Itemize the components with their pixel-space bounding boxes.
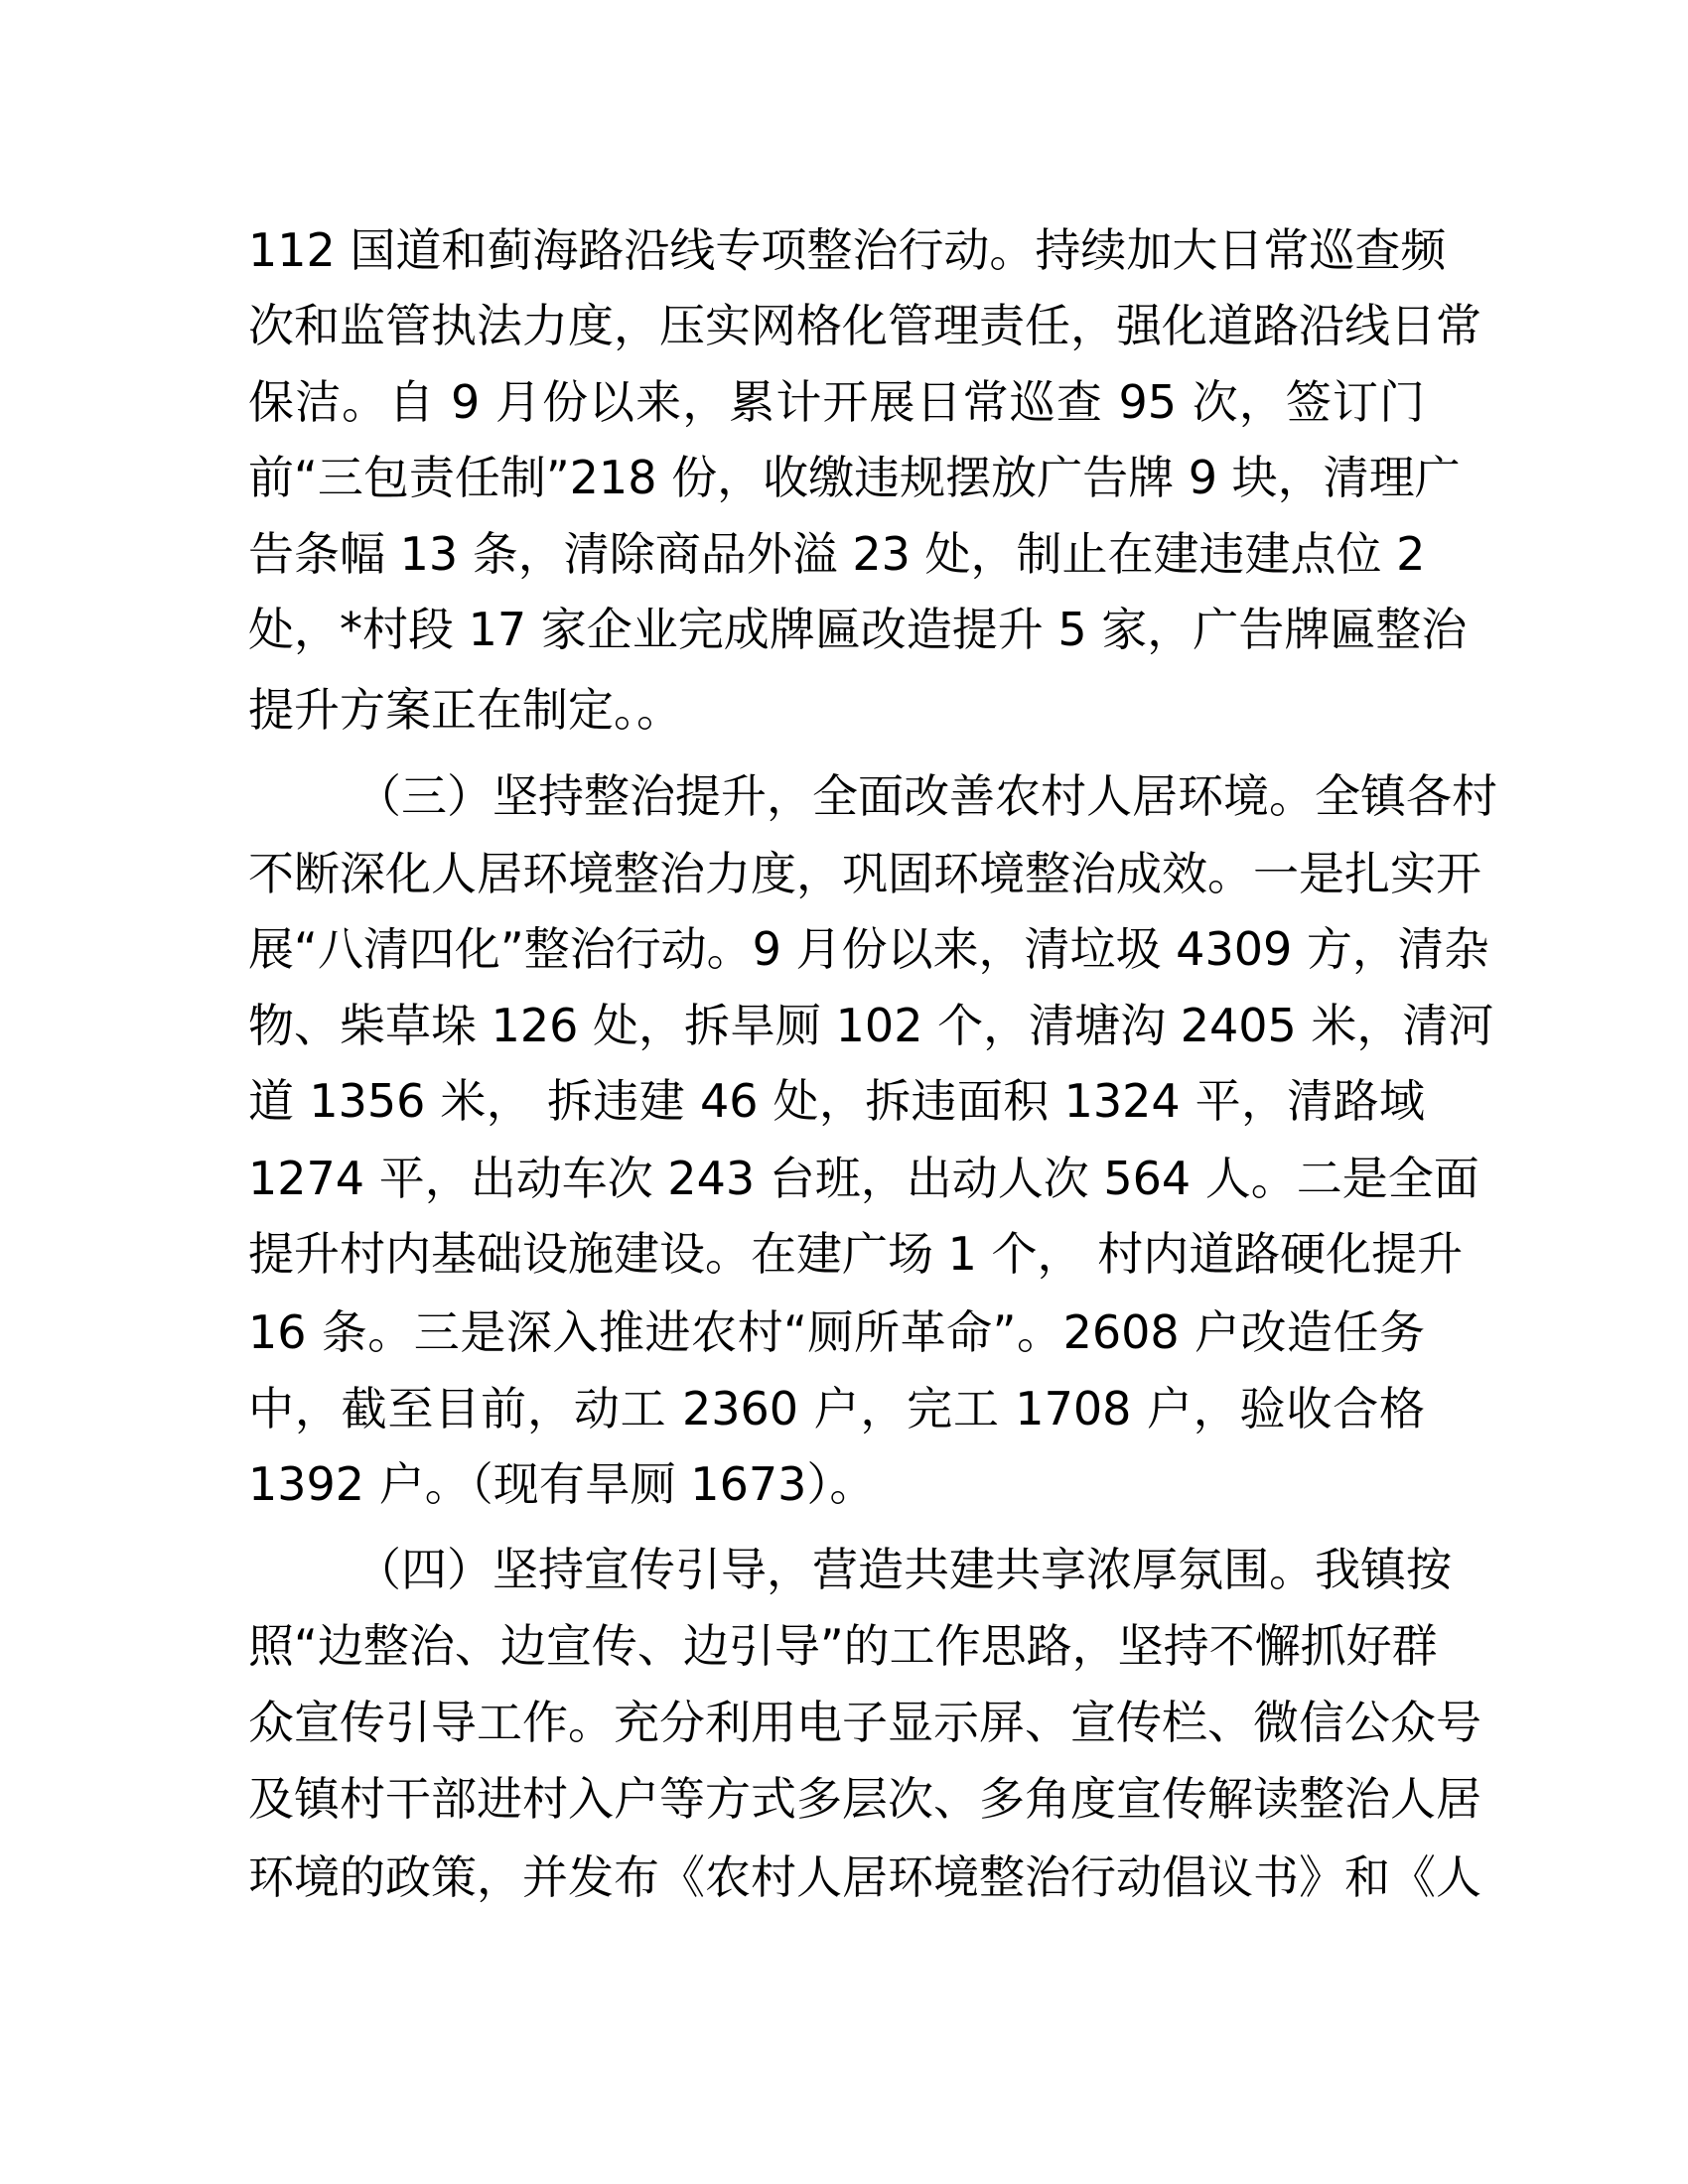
paragraph-1-line: 112 国道和蓟海路沿线专项整治行动。持续加大日常巡查频	[248, 223, 1447, 277]
paragraph-1-line: 处，*村段 17 家企业完成牌匾改造提升 5 家，广告牌匾整治	[248, 603, 1468, 656]
paragraph-1-line: 提升方案正在制定。。	[248, 683, 682, 737]
paragraph-1-line: 前“三包责任制”218 份，收缴违规摆放广告牌 9 块，清理广	[248, 451, 1461, 504]
paragraph-2-line: 16 条。三是深入推进农村“厕所革命”。2608 户改造任务	[248, 1305, 1425, 1359]
paragraph-3-line: 众宣传引导工作。充分利用电子显示屏、宣传栏、微信公众号	[248, 1696, 1481, 1749]
paragraph-2-line: 道 1356 米， 拆违建 46 处，拆违面积 1324 平，清路域	[248, 1074, 1425, 1128]
paragraph-2-line: 1274 平，出动车次 243 台班，出动人次 564 人。二是全面	[248, 1152, 1479, 1205]
paragraph-3-line: 环境的政策，并发布《农村人居环境整治行动倡议书》和《人	[248, 1850, 1481, 1904]
paragraph-2-line: 展“八清四化”整治行动。9 月份以来，清垃圾 4309 方，清杂	[248, 922, 1489, 976]
paragraph-1-line: 保洁。自 9 月份以来，累计开展日常巡查 95 次，签订门	[248, 375, 1425, 429]
paragraph-3-line: （四）坚持宣传引导，营造共建共享浓厚氛围。我镇按	[355, 1543, 1452, 1596]
paragraph-2-line: 不断深化人居环境整治力度，巩固环境整治成效。一是扎实开	[248, 847, 1481, 900]
paragraph-2-line: 1392 户。（现有旱厕 1673）。	[248, 1457, 876, 1511]
paragraph-2-line: 提升村内基础设施建设。在建广场 1 个， 村内道路硬化提升	[248, 1227, 1464, 1281]
paragraph-1-line: 次和监管执法力度，压实网格化管理责任，强化道路沿线日常	[248, 299, 1481, 352]
paragraph-3-line: 及镇村干部进村入户等方式多层次、多角度宣传解读整治人居	[248, 1772, 1481, 1826]
paragraph-2-line: （三）坚持整治提升，全面改善农村人居环境。全镇各村	[355, 769, 1497, 823]
paragraph-3-line: 照“边整治、边宣传、边引导”的工作思路，坚持不懈抓好群	[248, 1619, 1438, 1673]
paragraph-1-line: 告条幅 13 条，清除商品外溢 23 处，制止在建违建点位 2	[248, 527, 1426, 581]
paragraph-2-line: 物、柴草垛 126 处，拆旱厕 102 个，清塘沟 2405 米，清河	[248, 999, 1494, 1052]
paragraph-2-line: 中，截至目前，动工 2360 户，完工 1708 户，验收合格	[248, 1382, 1425, 1435]
